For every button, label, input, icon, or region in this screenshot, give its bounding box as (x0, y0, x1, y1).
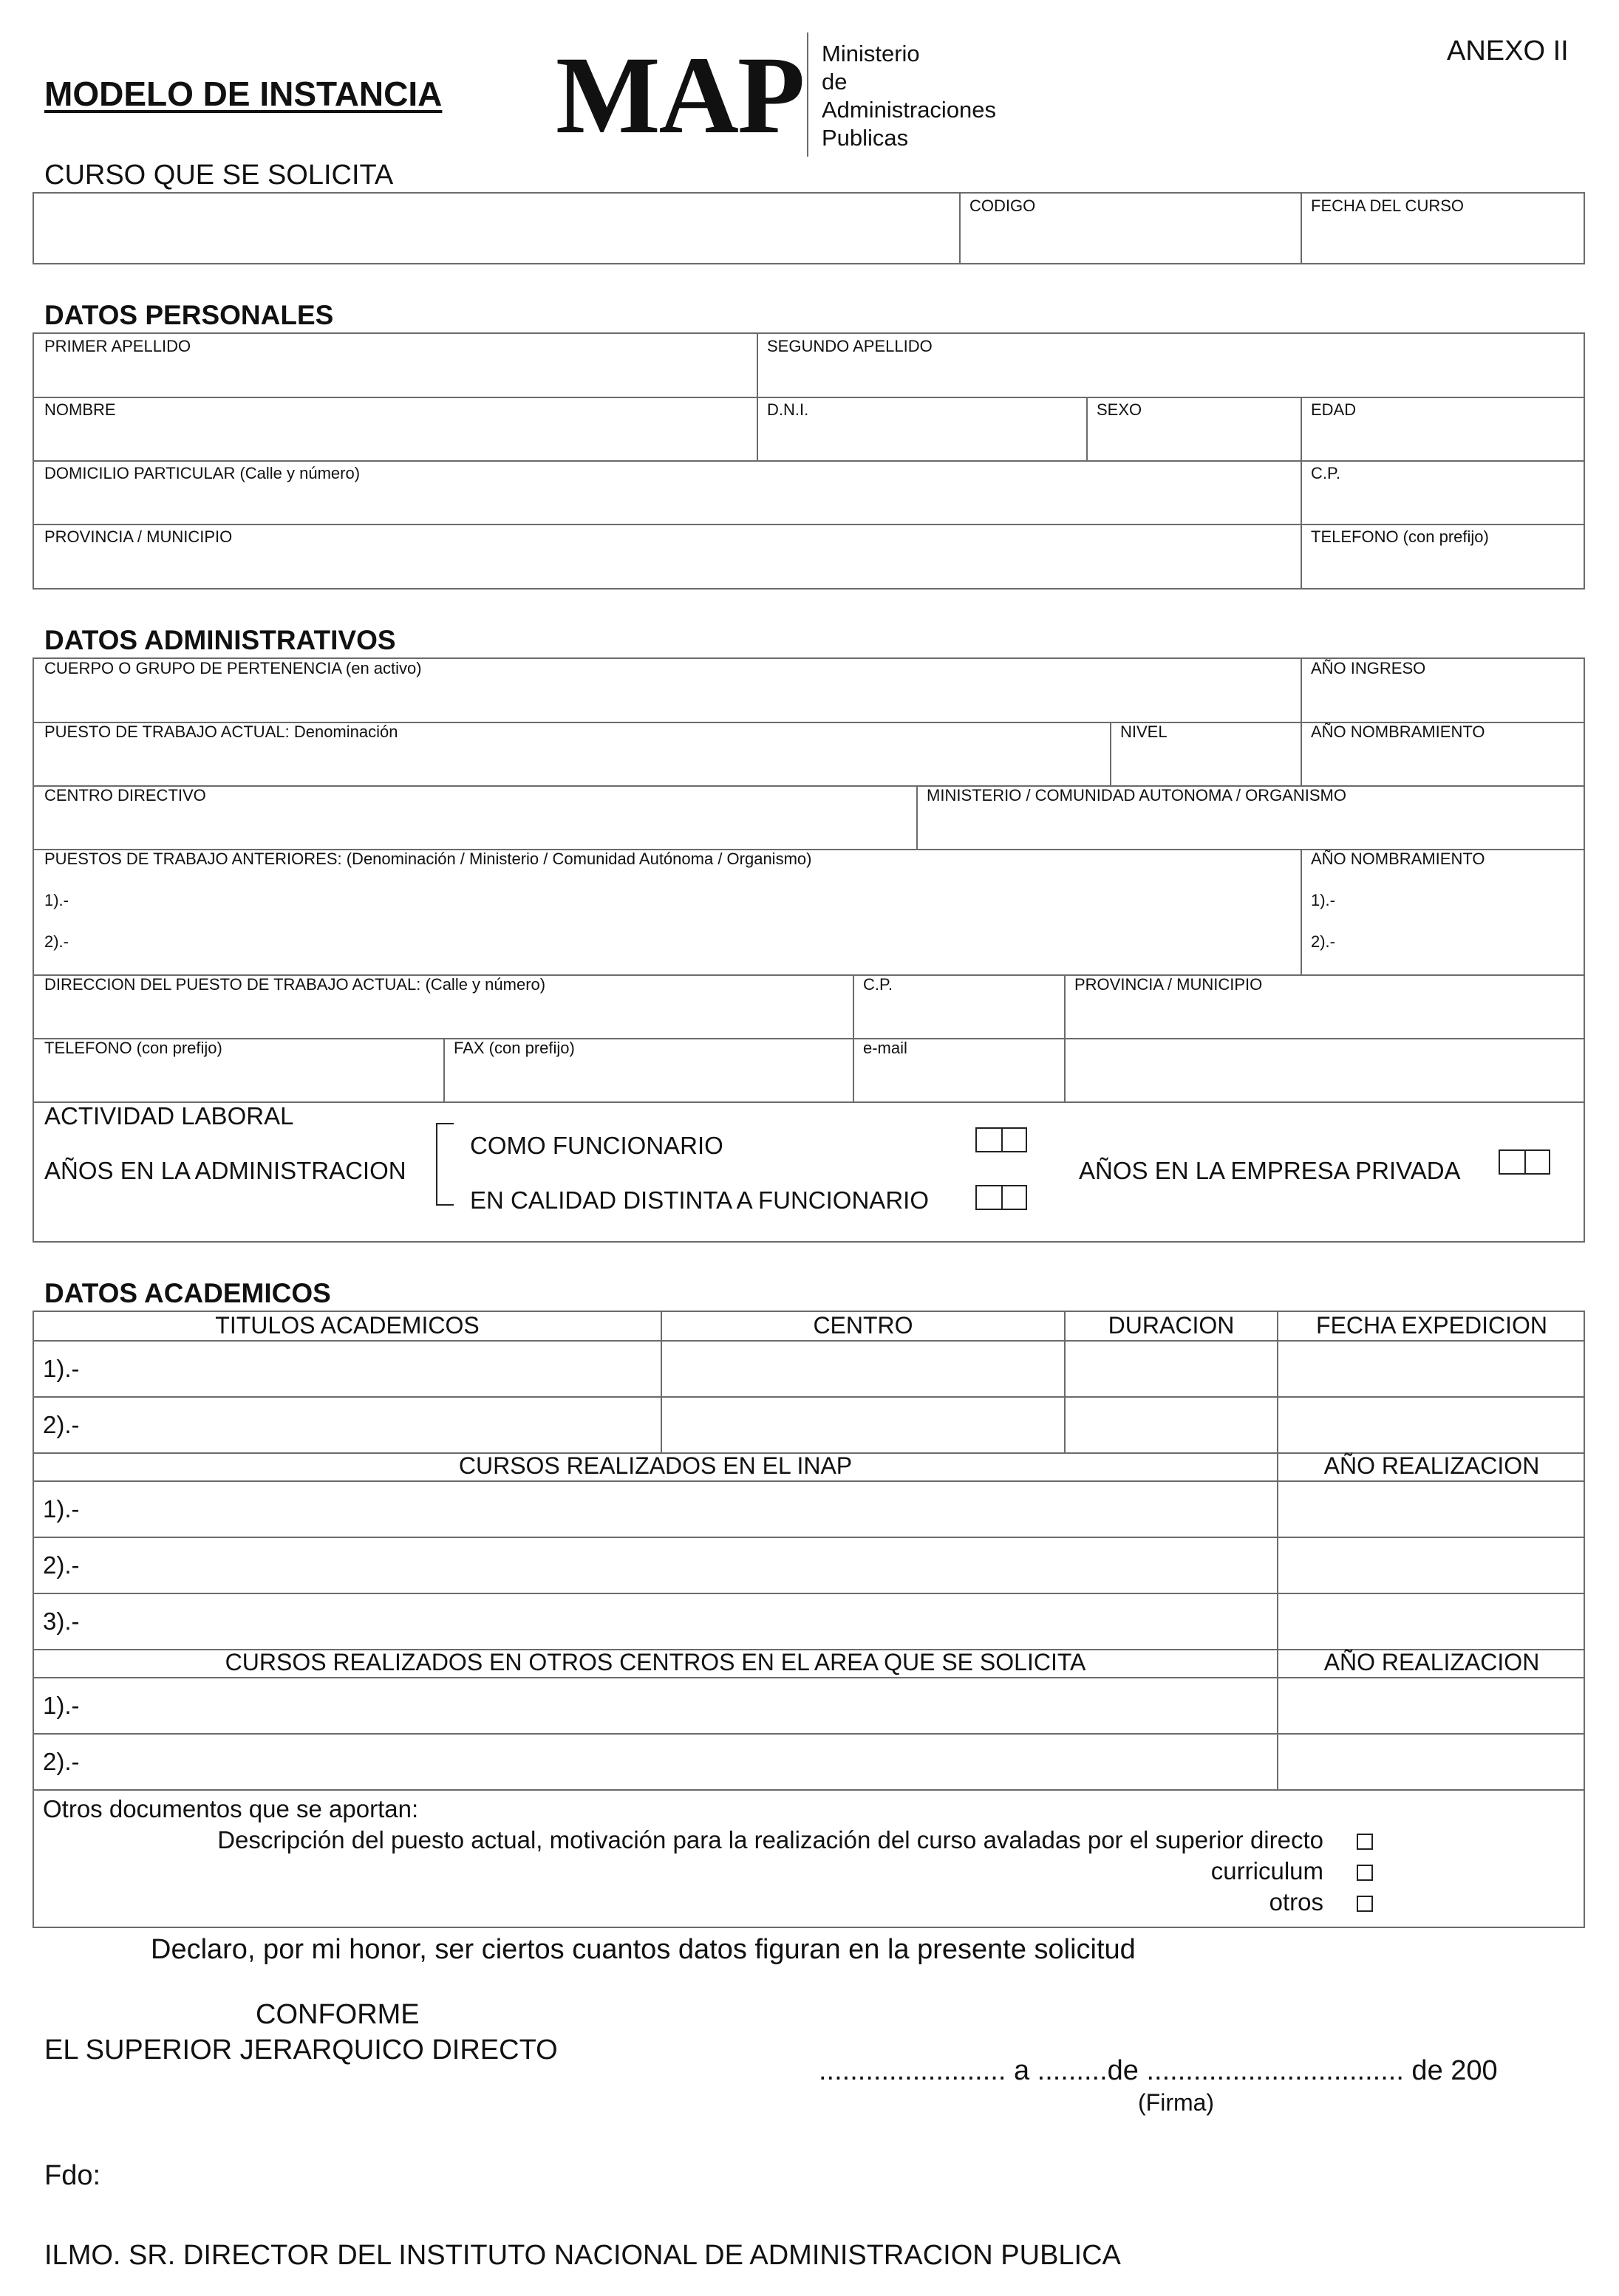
centro-directivo-field[interactable]: CENTRO DIRECTIVO (44, 786, 206, 804)
domicilio-field[interactable]: DOMICILIO PARTICULAR (Calle y número) (44, 464, 361, 482)
ministry-line-4: Publicas (822, 125, 909, 151)
privada-years-box[interactable] (1499, 1149, 1550, 1175)
fax-field[interactable]: FAX (con prefijo) (454, 1039, 575, 1057)
como-funcionario-label: COMO FUNCIONARIO (470, 1132, 723, 1159)
academicos-box (33, 1311, 1585, 1928)
administrativos-heading: DATOS ADMINISTRATIVOS (44, 625, 396, 655)
academicos-heading: DATOS ACADEMICOS (44, 1278, 331, 1308)
telefono-field[interactable]: TELEFONO (con prefijo) (1311, 527, 1489, 546)
ministry-line-3: Administraciones (822, 97, 997, 123)
descripcion-checkbox[interactable] (1357, 1834, 1373, 1850)
provincia-trabajo-field[interactable]: PROVINCIA / MUNICIPIO (1074, 975, 1263, 994)
puesto-anterior-2[interactable]: 2).- (44, 932, 69, 951)
map-logo: MAP (556, 34, 804, 157)
curriculum-label: curriculum (1210, 1857, 1323, 1885)
curriculum-checkbox[interactable] (1357, 1865, 1373, 1881)
nombre-field[interactable]: NOMBRE (44, 400, 116, 419)
dni-field[interactable]: D.N.I. (767, 400, 809, 419)
otros-row-1[interactable]: 1).- (43, 1692, 80, 1719)
logo-divider (807, 33, 808, 157)
cp-field[interactable]: C.P. (1311, 464, 1340, 482)
anio-nombramiento-anterior-2[interactable]: 2).- (1311, 932, 1335, 951)
col-duracion: DURACION (1108, 1312, 1235, 1339)
otros-row-2[interactable]: 2).- (43, 1748, 80, 1775)
annex-label: ANEXO II (1447, 35, 1569, 66)
col-fecha: FECHA EXPEDICION (1316, 1312, 1547, 1339)
titulo-row-2[interactable]: 2).- (43, 1411, 80, 1438)
otros-anio-header: AÑO REALIZACION (1323, 1649, 1540, 1675)
sexo-field[interactable]: SEXO (1097, 400, 1142, 419)
personales-heading: DATOS PERSONALES (44, 300, 334, 330)
nivel-field[interactable]: NIVEL (1120, 722, 1168, 741)
inap-row-2[interactable]: 2).- (43, 1551, 80, 1579)
anios-privada-label: AÑOS EN LA EMPRESA PRIVADA (1079, 1157, 1461, 1184)
form-title: MODELO DE INSTANCIA (44, 75, 443, 113)
puesto-actual-field[interactable]: PUESTO DE TRABAJO ACTUAL: Denominación (44, 722, 398, 741)
calidad-distinta-label: EN CALIDAD DISTINTA A FUNCIONARIO (470, 1186, 929, 1214)
fecha-firma-line[interactable]: ........................ a .........de ................................. de 200 (819, 2055, 1498, 2086)
inap-row-3[interactable]: 3).- (43, 1607, 80, 1635)
curso-heading: CURSO QUE SE SOLICITA (44, 160, 394, 191)
ministry-line-1: Ministerio (822, 41, 920, 66)
segundo-apellido-field[interactable]: SEGUNDO APELLIDO (767, 337, 933, 355)
puesto-anterior-1[interactable]: 1).- (44, 891, 69, 909)
cp-trabajo-field[interactable]: C.P. (863, 975, 893, 994)
cuerpo-field[interactable]: CUERPO O GRUPO DE PERTENENCIA (en activo) (44, 659, 422, 677)
documentos-heading: Otros documentos que se aportan: (43, 1795, 419, 1822)
ministry-name (822, 40, 996, 152)
primer-apellido-field[interactable]: PRIMER APELLIDO (44, 337, 191, 355)
puestos-anteriores-field[interactable]: PUESTOS DE TRABAJO ANTERIORES: (Denominación / Ministerio / Comunidad Autónoma / Organismo) (44, 850, 812, 868)
email-field[interactable]: e-mail (863, 1039, 907, 1057)
declaracion-text: Declaro, por mi honor, ser ciertos cuantos datos figuran en la presente solicitud (151, 1934, 1136, 1965)
ministerio-field[interactable]: MINISTERIO / COMUNIDAD AUTONOMA / ORGANISMO (927, 786, 1346, 804)
titulo-row-1[interactable]: 1).- (43, 1355, 80, 1382)
otros-centros-header: CURSOS REALIZADOS EN OTROS CENTROS EN EL AREA QUE SE SOLICITA (225, 1649, 1086, 1675)
edad-field[interactable]: EDAD (1311, 400, 1357, 419)
otros-label: otros (1269, 1888, 1323, 1916)
administrativos-box (33, 657, 1585, 1243)
direccion-trabajo-field[interactable]: DIRECCION DEL PUESTO DE TRABAJO ACTUAL: (Calle y número) (44, 975, 546, 994)
codigo-field[interactable]: CODIGO (969, 197, 1036, 215)
funcionario-years-box[interactable] (975, 1127, 1027, 1152)
curso-box (33, 192, 1585, 264)
anios-administracion-label: AÑOS EN LA ADMINISTRACION (44, 1157, 406, 1184)
conforme-label: CONFORME (256, 1999, 420, 2030)
destinatario-label: ILMO. SR. DIRECTOR DEL INSTITUTO NACIONAL DE ADMINISTRACION PUBLICA (44, 2240, 1121, 2271)
actividad-laboral-label: ACTIVIDAD LABORAL (44, 1102, 294, 1130)
otros-checkbox[interactable] (1357, 1896, 1373, 1912)
descripcion-label: Descripción del puesto actual, motivación para la realización del curso avaladas por el superior directo (217, 1826, 1323, 1853)
distinta-years-box[interactable] (975, 1185, 1027, 1210)
ministry-line-2: de (822, 69, 848, 95)
bracket (436, 1123, 454, 1206)
telefono-trabajo-field[interactable]: TELEFONO (con prefijo) (44, 1039, 222, 1057)
inap-row-1[interactable]: 1).- (43, 1495, 80, 1523)
provincia-field[interactable]: PROVINCIA / MUNICIPIO (44, 527, 233, 546)
fecha-curso-field[interactable]: FECHA DEL CURSO (1311, 197, 1465, 215)
inap-anio-header: AÑO REALIZACION (1323, 1452, 1540, 1479)
anio-nombramiento-field[interactable]: AÑO NOMBRAMIENTO (1311, 722, 1485, 741)
superior-label: EL SUPERIOR JERARQUICO DIRECTO (44, 2034, 558, 2066)
fdo-label[interactable]: Fdo: (44, 2160, 101, 2191)
col-centro: CENTRO (813, 1312, 913, 1339)
anio-nombramiento-anterior-field[interactable]: AÑO NOMBRAMIENTO (1311, 850, 1485, 868)
firma-label: (Firma) (1138, 2089, 1215, 2116)
personales-box (33, 332, 1585, 590)
anio-nombramiento-anterior-1[interactable]: 1).- (1311, 891, 1335, 909)
inap-header: CURSOS REALIZADOS EN EL INAP (458, 1452, 853, 1479)
col-titulos: TITULOS ACADEMICOS (215, 1312, 480, 1339)
curso-nombre-field[interactable] (34, 194, 959, 264)
anio-ingreso-field[interactable]: AÑO INGRESO (1311, 659, 1426, 677)
